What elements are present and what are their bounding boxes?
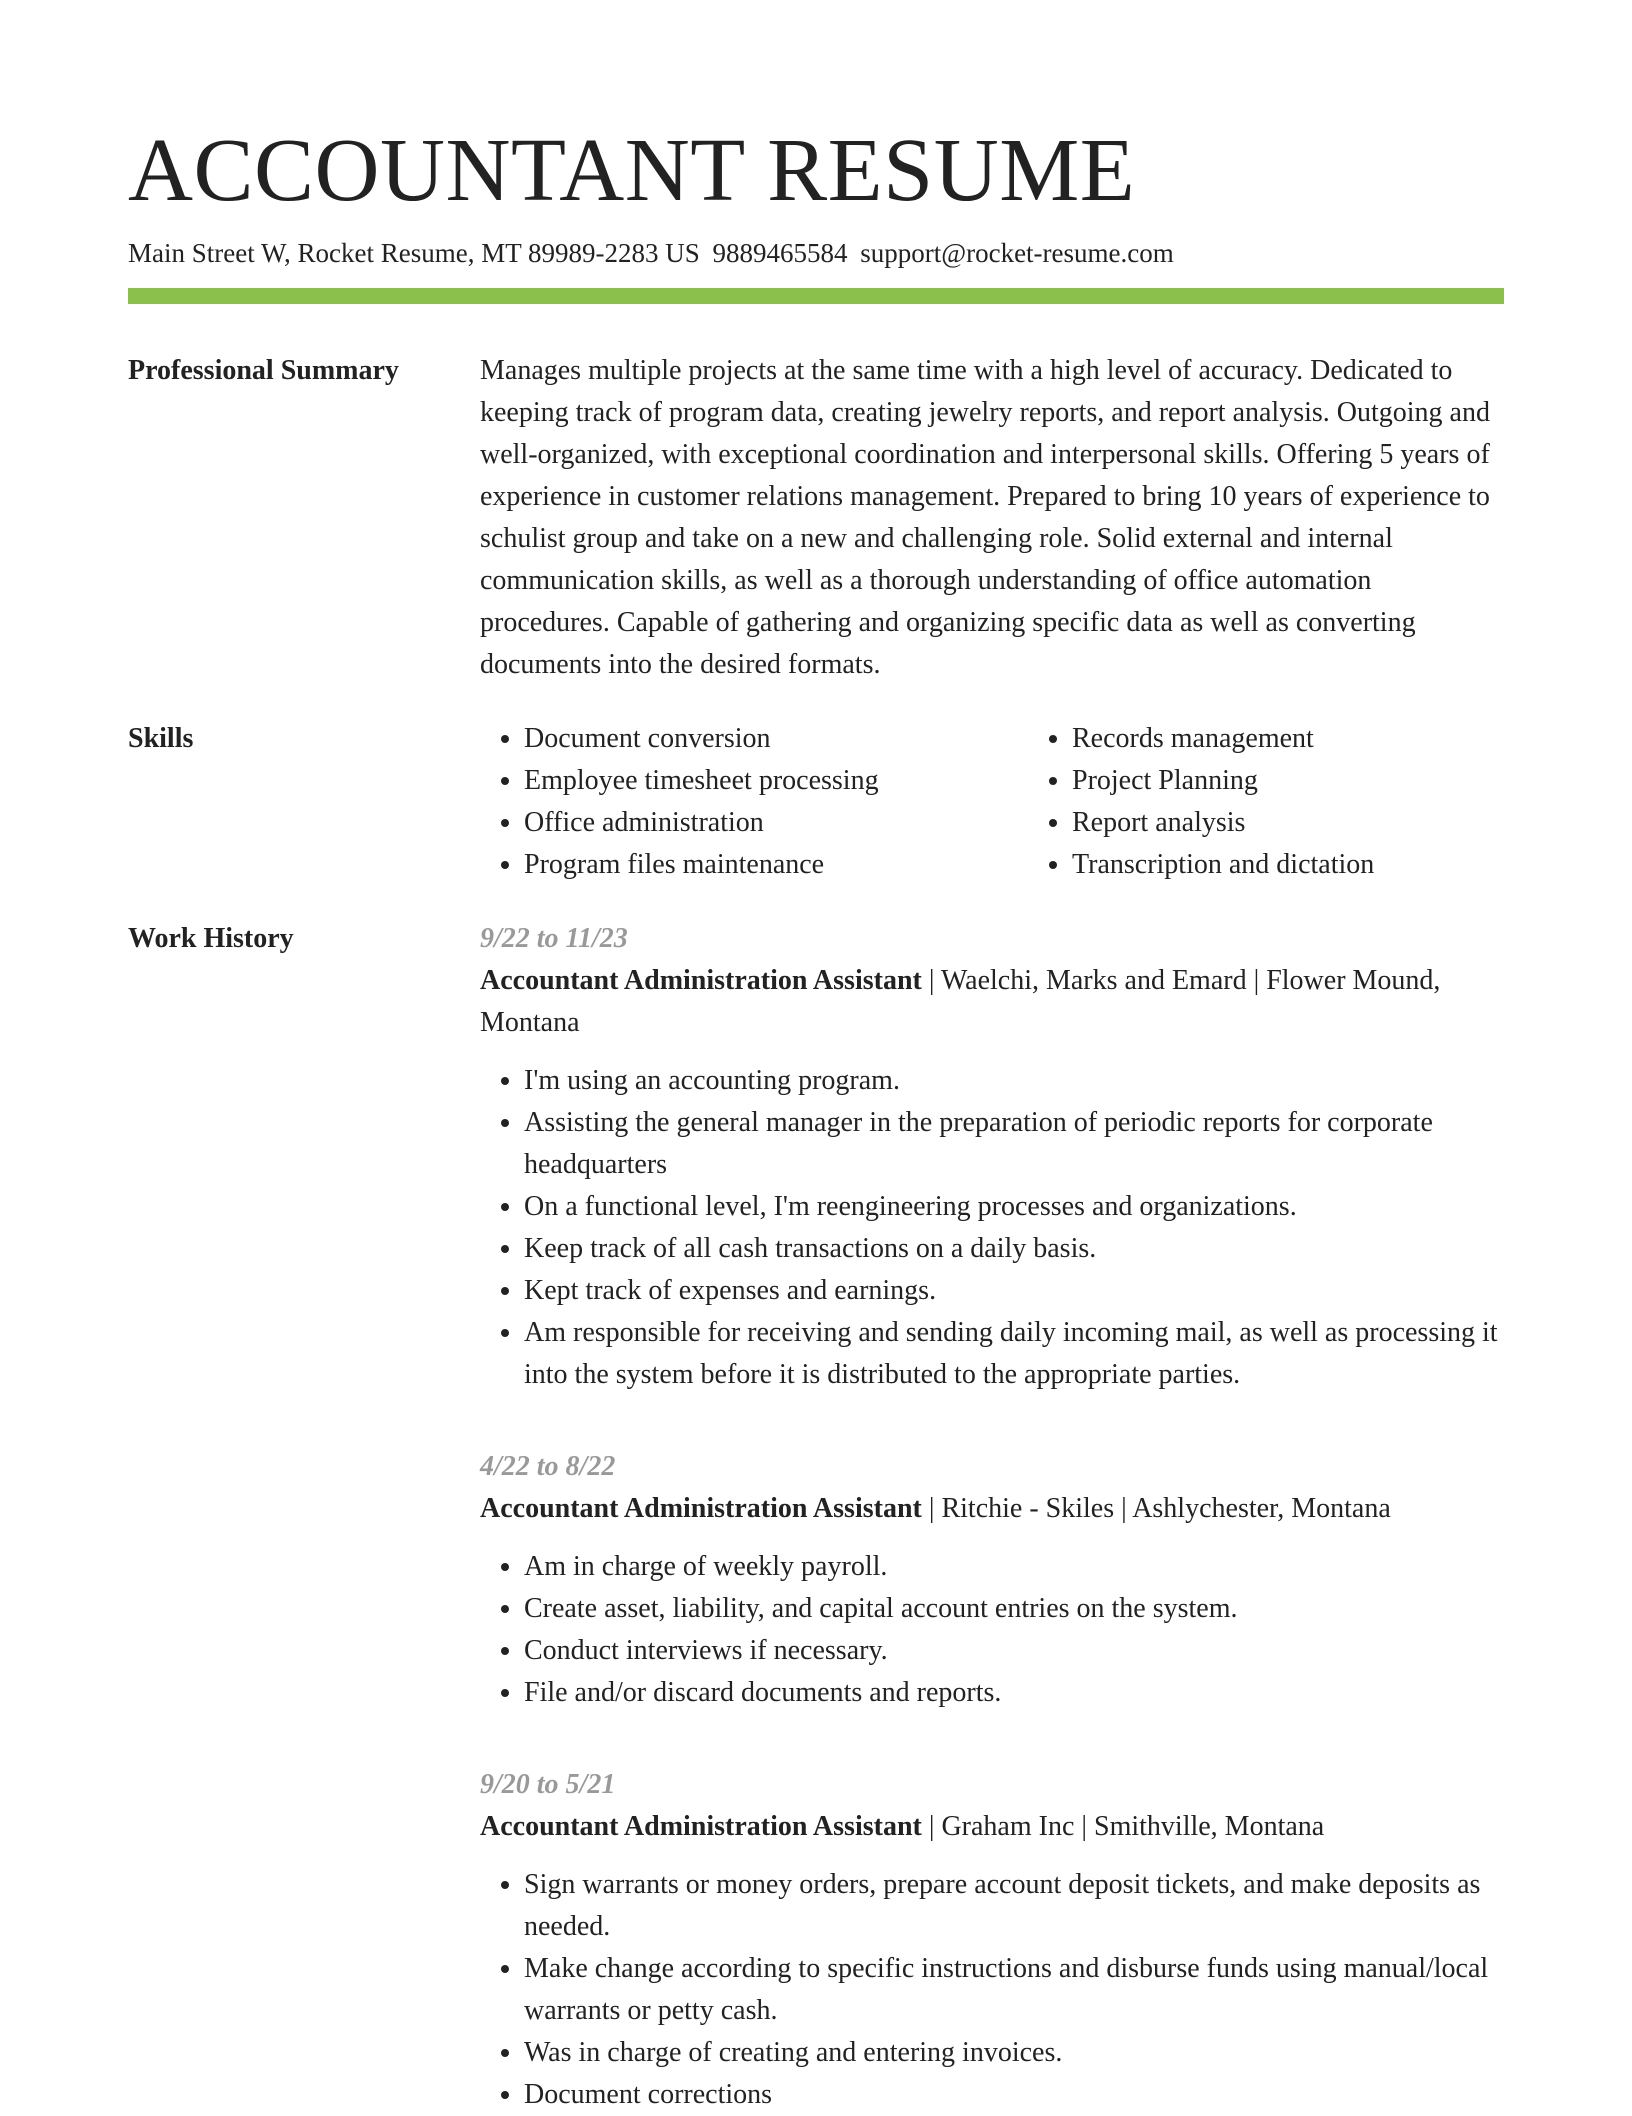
job-company: Graham Inc	[941, 1811, 1075, 1842]
duty-item: • Was in charge of creating and entering invoices.	[524, 2032, 1504, 2074]
job-separator: |	[1253, 965, 1260, 996]
duty-item: • Am responsible for receiving and sending daily incoming mail, as well as processing it into the system before it is distributed to the appropriate parties.	[524, 1312, 1504, 1396]
duty-item: • On a functional level, I'm reengineering processes and organizations.	[524, 1186, 1504, 1228]
section-label-skills: Skills	[128, 723, 194, 754]
duty-item: • I'm using an accounting program.	[524, 1060, 1504, 1102]
contact-email: support@rocket-resume.com	[860, 238, 1174, 268]
work-history-body	[480, 918, 1504, 2116]
resume-title: ACCOUNTANT RESUME	[128, 121, 1136, 220]
skill-item: • Transcription and dictation	[1072, 844, 1576, 886]
work-history-section	[128, 918, 1504, 2116]
job-dates: 9/22 to 11/23	[480, 923, 628, 954]
header-divider	[128, 288, 1504, 304]
skill-item: • Employee timesheet processing	[524, 760, 1028, 802]
skills-grid	[480, 718, 1576, 886]
job-duties-list	[480, 1546, 1504, 1714]
job-dates: 4/22 to 8/22	[480, 1451, 616, 1482]
job-heading	[480, 1488, 1504, 1530]
duty-item: • Sign warrants or money orders, prepare account deposit tickets, and make deposits as needed.	[524, 1864, 1504, 1948]
job-company: Waelchi, Marks and Emard	[940, 965, 1247, 996]
skill-item: • Project Planning	[1072, 760, 1576, 802]
summary-body	[480, 350, 1504, 686]
duty-item: • Document corrections	[524, 2074, 1504, 2116]
duty-item: • Am in charge of weekly payroll.	[524, 1546, 1504, 1588]
summary-text: Manages multiple projects at the same time with a high level of accuracy. Dedicated to keeping track of program data, creating jewelry reports, and report analysis. Outgoing and well-organized, with exceptional coordination and interpersonal skills. Offering 5 years of experience in customer relations management. Prepared to bring 10 years of experience to schulist group and take on a new and challenging role. Solid external and internal communication skills, as well as a thorough understanding of office automation procedures. Capable of gathering and organizing specific data as well as converting documents into the desired formats.	[480, 355, 1490, 680]
contact-address: Main Street W, Rocket Resume, MT 89989-2283 US	[128, 238, 700, 268]
duty-item: • Make change according to specific instructions and disburse funds using manual/local warrants or petty cash.	[524, 1948, 1504, 2032]
contact-phone: 9889465584	[712, 238, 848, 268]
duty-item: • File and/or discard documents and reports.	[524, 1672, 1504, 1714]
job-entry	[480, 918, 1504, 1396]
job-separator: |	[1121, 1493, 1127, 1524]
job-title: Accountant Administration Assistant	[480, 965, 922, 996]
duty-item: • Assisting the general manager in the preparation of periodic reports for corporate headquarters	[524, 1102, 1504, 1186]
skills-list-left	[480, 718, 1028, 886]
job-separator: |	[928, 965, 935, 996]
skills-body	[480, 718, 1576, 886]
job-separator: |	[928, 1811, 935, 1842]
job-heading	[480, 1806, 1504, 1848]
job-dates: 9/20 to 5/21	[480, 1769, 616, 1800]
skill-item: • Document conversion	[524, 718, 1028, 760]
job-location: Smithville, Montana	[1094, 1811, 1325, 1842]
job-location: Ashlychester, Montana	[1132, 1493, 1391, 1524]
job-title: Accountant Administration Assistant	[480, 1493, 922, 1524]
skill-item: • Report analysis	[1072, 802, 1576, 844]
job-duties-list	[480, 1864, 1504, 2116]
skill-item: • Office administration	[524, 802, 1028, 844]
job-heading	[480, 960, 1504, 1044]
job-entry	[480, 1446, 1504, 1714]
job-location: Flower Mound, Montana	[480, 965, 1441, 1038]
duty-item: • Keep track of all cash transactions on a daily basis.	[524, 1228, 1504, 1270]
skills-section	[128, 718, 1504, 886]
section-label-work-history: Work History	[128, 923, 294, 954]
contact-line	[128, 236, 1504, 270]
duty-item: • Create asset, liability, and capital account entries on the system.	[524, 1588, 1504, 1630]
skill-item: • Program files maintenance	[524, 844, 1028, 886]
job-entry	[480, 1764, 1504, 2116]
job-separator: |	[1081, 1811, 1087, 1842]
skill-item: • Records management	[1072, 718, 1576, 760]
job-duties-list	[480, 1060, 1504, 1396]
duty-item: • Kept track of expenses and earnings.	[524, 1270, 1504, 1312]
section-label-professional-summary: Professional Summary	[128, 355, 399, 386]
skills-list-right	[1028, 718, 1576, 886]
job-company: Ritchie - Skiles	[941, 1493, 1115, 1524]
job-separator: |	[928, 1493, 935, 1524]
job-title: Accountant Administration Assistant	[480, 1811, 922, 1842]
professional-summary-section	[128, 350, 1504, 686]
duty-item: • Conduct interviews if necessary.	[524, 1630, 1504, 1672]
